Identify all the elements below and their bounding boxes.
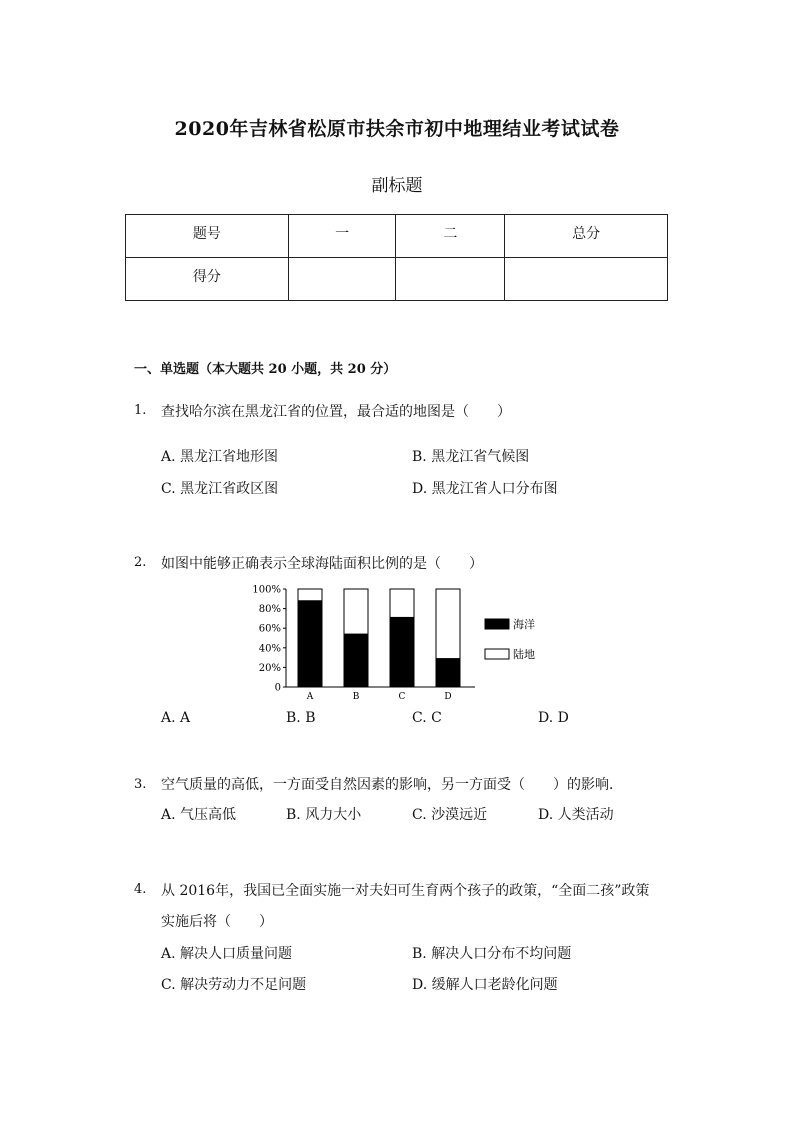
option-c[interactable]: C. 黑龙江省政区图 bbox=[161, 481, 279, 497]
option-a[interactable]: A. A bbox=[161, 710, 191, 726]
score-cell bbox=[505, 258, 668, 301]
question-number: 1. bbox=[134, 403, 147, 418]
question-number: 3. bbox=[134, 777, 147, 792]
question-text: 如图中能够正确表示全球海陆面积比例的是（ ） bbox=[161, 556, 483, 572]
chart-legend bbox=[485, 617, 535, 661]
question-text-line-1: 从 2016年，我国已全面实施一对夫妇可生育两个孩子的政策，“全面二孩”政策 bbox=[161, 883, 650, 899]
score-row-label: 得分 bbox=[126, 258, 289, 301]
y-tick-label: 20% bbox=[258, 662, 281, 674]
score-table-header-cell: 总分 bbox=[505, 215, 668, 258]
option-c[interactable]: C. 沙漠远近 bbox=[412, 807, 488, 823]
option-b[interactable]: B. 风力大小 bbox=[286, 807, 362, 823]
x-tick-label: C bbox=[398, 692, 406, 702]
y-tick-label: 60% bbox=[258, 623, 281, 635]
bar-segment bbox=[436, 589, 460, 659]
option-d[interactable]: D. 缓解人口老龄化问题 bbox=[412, 977, 558, 993]
x-tick-label: A bbox=[306, 692, 314, 702]
bar-segment bbox=[390, 617, 414, 687]
question-text: 空气质量的高低，一方面受自然因素的影响，另一方面受（ ）的影响． bbox=[161, 777, 623, 793]
option-d[interactable]: D. 黑龙江省人口分布图 bbox=[412, 481, 558, 497]
score-table bbox=[125, 214, 668, 301]
option-b[interactable]: B. 黑龙江省气候图 bbox=[412, 449, 530, 465]
question-text: 查找哈尔滨在黑龙江省的位置，最合适的地图是（ ） bbox=[161, 404, 511, 420]
option-c[interactable]: C. 解决劳动力不足问题 bbox=[161, 977, 307, 993]
bar-segment bbox=[298, 601, 322, 687]
bar-segment bbox=[436, 659, 460, 687]
option-a[interactable]: A. 解决人口质量问题 bbox=[161, 946, 293, 962]
score-table-score-row bbox=[126, 258, 668, 301]
x-axis-labels bbox=[306, 692, 452, 702]
bar-segment bbox=[298, 589, 322, 601]
ocean-land-bar-chart bbox=[250, 580, 550, 702]
y-tick-label: 80% bbox=[258, 604, 281, 616]
score-table-header-row bbox=[126, 215, 668, 258]
option-d[interactable]: D. D bbox=[538, 710, 569, 726]
legend-label: 海洋 bbox=[513, 618, 535, 631]
y-tick-label: 100% bbox=[252, 584, 281, 596]
bar-segment bbox=[344, 589, 368, 634]
section-heading: 一、单选题（本大题共 20 小题，共 20 分） bbox=[134, 362, 397, 377]
score-table-header-cell: 二 bbox=[396, 215, 505, 258]
legend-swatch bbox=[485, 619, 509, 629]
x-tick-label: B bbox=[352, 692, 360, 702]
option-b[interactable]: B. 解决人口分布不均问题 bbox=[412, 946, 572, 962]
y-axis-ticks bbox=[252, 585, 286, 694]
option-d[interactable]: D. 人类活动 bbox=[538, 807, 614, 823]
score-cell bbox=[288, 258, 396, 301]
page-subtitle: 副标题 bbox=[371, 176, 423, 196]
y-tick-label: 0 bbox=[274, 682, 281, 694]
score-table-header-cell: 题号 bbox=[126, 215, 289, 258]
option-a[interactable]: A. 黑龙江省地形图 bbox=[161, 449, 279, 465]
score-table-header-cell: 一 bbox=[288, 215, 396, 258]
bar-segment bbox=[344, 634, 368, 687]
option-b[interactable]: B. B bbox=[286, 710, 316, 726]
bar-segment bbox=[390, 589, 414, 617]
score-cell bbox=[396, 258, 505, 301]
question-number: 2. bbox=[134, 555, 147, 570]
legend-swatch bbox=[485, 649, 509, 659]
bars bbox=[298, 589, 460, 687]
y-tick-label: 40% bbox=[258, 643, 281, 655]
option-a[interactable]: A. 气压高低 bbox=[161, 807, 237, 823]
x-tick-label: D bbox=[444, 692, 452, 702]
page-title: 2020年吉林省松原市扶余市初中地理结业考试试卷 bbox=[174, 118, 620, 140]
option-c[interactable]: C. C bbox=[412, 710, 442, 726]
legend-label: 陆地 bbox=[513, 648, 535, 661]
question-text-line-2: 实施后将（ ） bbox=[161, 914, 273, 930]
question-number: 4. bbox=[134, 882, 147, 897]
